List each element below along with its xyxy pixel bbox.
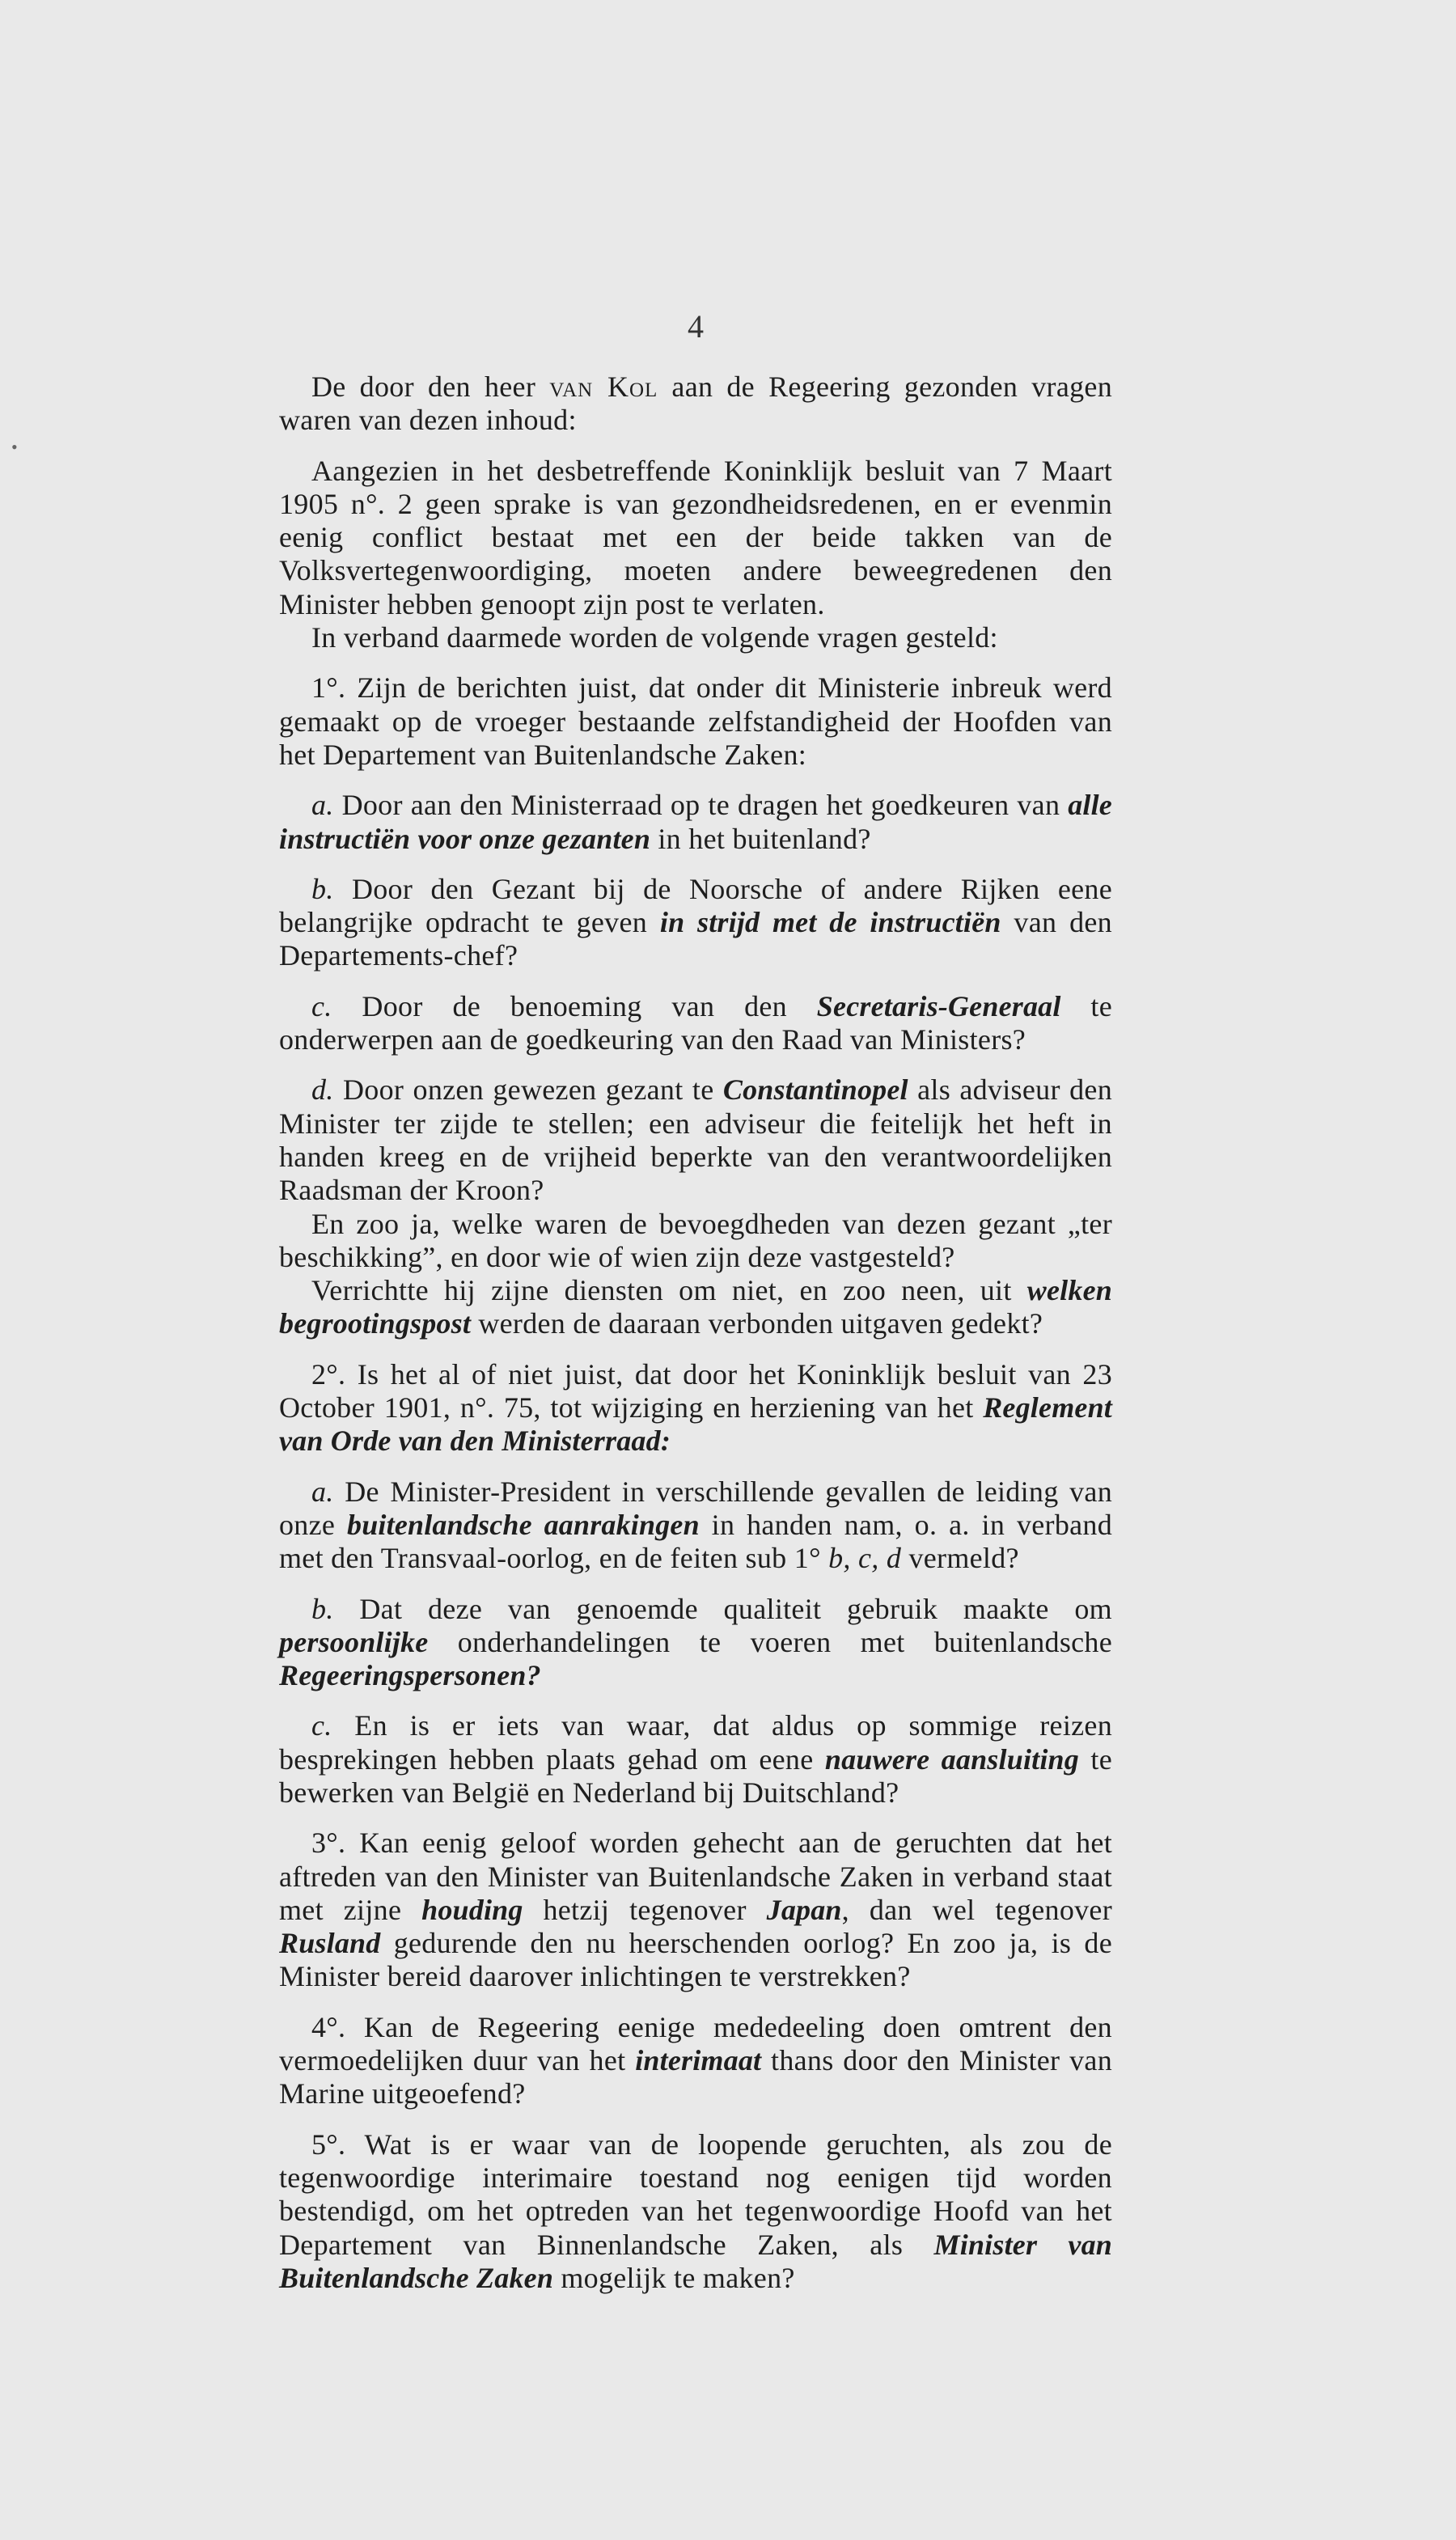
- question-3: [279, 1827, 1112, 1993]
- italic-run: a.: [311, 1475, 334, 1508]
- question-1d-followup: [279, 1208, 1112, 1275]
- text-run: Door onzen gewezen gezant te: [333, 1073, 723, 1107]
- emphasis-run: buitenlandsche aanrakingen: [347, 1508, 700, 1541]
- italic-run: b.: [311, 1592, 334, 1625]
- question-1b: [279, 873, 1112, 973]
- emphasis-run: persoonlijke: [279, 1625, 429, 1658]
- text-run: En zoo ja, welke waren de bevoegdheden van dezen gezant „ter beschikking”, en door wie of wien zijn deze vastgesteld?: [279, 1207, 1112, 1273]
- question-2c: [279, 1709, 1112, 1810]
- text-run: als adviseur den Minister ter zijde te stellen; een adviseur die feitelijk het heft in handen kreeg en de vrijheid beperkte van den verantwoordelijken Raadsman der Kroon?: [279, 1073, 1112, 1207]
- text-run: van den Departements-chef?: [279, 906, 1112, 972]
- text-run: in het buitenland?: [650, 822, 871, 855]
- text-run: hetzij tegenover: [523, 1893, 767, 1926]
- text-run: Door de benoeming van den: [332, 989, 817, 1022]
- emphasis-run: interimaat: [635, 2044, 762, 2077]
- question-2a: [279, 1475, 1112, 1576]
- page-number: 4: [688, 308, 704, 345]
- emphasis-run: in strijd met de instructiën: [659, 906, 1001, 939]
- text-run: werden de daaraan verbonden uitgaven gedekt?: [471, 1307, 1043, 1340]
- italic-run: c.: [311, 989, 332, 1022]
- text-run: onderhandelingen te voeren met buitenlandsche: [428, 1625, 1112, 1658]
- text-run: te bewerken van België en Nederland bij Duitschland?: [279, 1742, 1112, 1809]
- emphasis-run: Secretaris-Generaal: [816, 989, 1061, 1022]
- text-run: In verband daarmede worden de volgende vragen gesteld:: [311, 621, 998, 654]
- emphasis-run: Regeeringspersonen?: [279, 1659, 541, 1692]
- smallcaps-run: van Kol: [549, 370, 658, 403]
- text-run: vermeld?: [901, 1542, 1019, 1575]
- question-1a: [279, 789, 1112, 856]
- text-run: Door aan den Ministerraad op te dragen het goedkeuren van: [333, 789, 1069, 822]
- text-run: aan de Regeering gezonden vragen waren van dezen inhoud:: [279, 370, 1113, 437]
- margin-mark: •: [11, 437, 18, 457]
- text-run: Aangezien in het desbetreffende Koninklijk besluit van 7 Maart 1905 n°. 2 geen sprake is van gezondheidsredenen, en er evenmin eenig conflict bestaat met een der beide takken van de Volksvertegenwoordiging, moeten andere beweegredenen den Minister hebben genoopt zijn post te verlaten.: [279, 454, 1112, 620]
- text-run: in handen nam, o. a. in verband met den Transvaal-oorlog, en de feiten sub 1°: [279, 1508, 1112, 1575]
- question-1d-expenses: [279, 1274, 1112, 1341]
- question-2: [279, 1358, 1112, 1458]
- question-1: [279, 671, 1112, 772]
- text-run: 2°. Is het al of niet juist, dat door het Koninklijk besluit van 23 October 1901, n°. 75, tot wijziging en herziening van het: [279, 1357, 1112, 1425]
- emphasis-run: nauwere aansluiting: [824, 1742, 1079, 1776]
- italic-run: c.: [311, 1709, 332, 1742]
- text-run: Dat deze van genoemde qualiteit gebruik maakte om: [333, 1592, 1112, 1625]
- text-run: , dan wel tegenover: [841, 1893, 1112, 1926]
- emphasis-run: Reglement van Orde van den Ministerraad:: [279, 1391, 1112, 1458]
- question-1c: [279, 990, 1112, 1057]
- text-run: De door den heer: [311, 370, 550, 403]
- italic-run: b.: [311, 872, 334, 905]
- preamble-paragraph: [279, 455, 1112, 621]
- text-run: te onderwerpen aan de goedkeuring van den Raad van Ministers?: [279, 989, 1112, 1056]
- text-run: En is er iets van waar, dat aldus op sommige reizen besprekingen hebben plaats gehad om eene: [279, 1709, 1112, 1776]
- emphasis-run: welken begrootingspost: [279, 1274, 1112, 1340]
- intro-paragraph: [279, 370, 1112, 438]
- italic-run: d.: [311, 1073, 334, 1107]
- question-5: [279, 2128, 1112, 2295]
- emphasis-run: houding: [421, 1893, 523, 1926]
- text-run: 5°. Wat is er waar van de loopende geruchten, als zou de tegenwoordige interimaire toestand nog eenigen tijd worden bestendigd, om het optreden van het tegenwoordige Hoofd van het Departement van Binnenlandsche Zaken, als: [279, 2127, 1112, 2261]
- emphasis-run: Constantinopel: [722, 1073, 908, 1107]
- text-run: mogelijk te maken?: [553, 2261, 795, 2294]
- text-run: thans door den Minister van Marine uitgeoefend?: [279, 2044, 1112, 2110]
- emphasis-run: Rusland: [279, 1927, 381, 1960]
- text-run: Verrichtte hij zijne diensten om niet, en zoo neen, uit: [311, 1274, 1027, 1307]
- emphasis-run: Japan: [766, 1893, 842, 1926]
- text-run: gedurende den nu heerschenden oorlog? En zoo ja, is de Minister bereid daarover inlichtingen te verstrekken?: [279, 1927, 1112, 1993]
- italic-run: a.: [311, 789, 334, 822]
- questions-intro: [279, 621, 1112, 654]
- text-run: Door den Gezant bij de Noorsche of andere Rijken eene belangrijke opdracht te geven: [279, 872, 1112, 939]
- italic-run: b, c, d: [828, 1542, 902, 1575]
- emphasis-run: alle instructiën voor onze gezanten: [279, 789, 1112, 855]
- body-text: [279, 370, 1112, 2295]
- question-1d: [279, 1073, 1112, 1207]
- text-run: De Minister-President in verschillende gevallen de leiding van onze: [279, 1475, 1112, 1541]
- text-run: 4°. Kan de Regeering eenige mededeeling doen omtrent den vermoedelijken duur van het: [279, 2010, 1112, 2077]
- emphasis-run: Minister van Buitenlandsche Zaken: [279, 2228, 1112, 2294]
- question-2b: [279, 1593, 1112, 1693]
- text-run: 3°. Kan eenig geloof worden gehecht aan de geruchten dat het aftreden van den Minister van Buitenlandsche Zaken in verband staat met zijne: [279, 1827, 1112, 1926]
- question-4: [279, 2011, 1112, 2111]
- text-run: 1°. Zijn de berichten juist, dat onder dit Ministerie inbreuk werd gemaakt op de vroeger bestaande zelfstandigheid der Hoofden van het Departement van Buitenlandsche Zaken:: [279, 671, 1112, 771]
